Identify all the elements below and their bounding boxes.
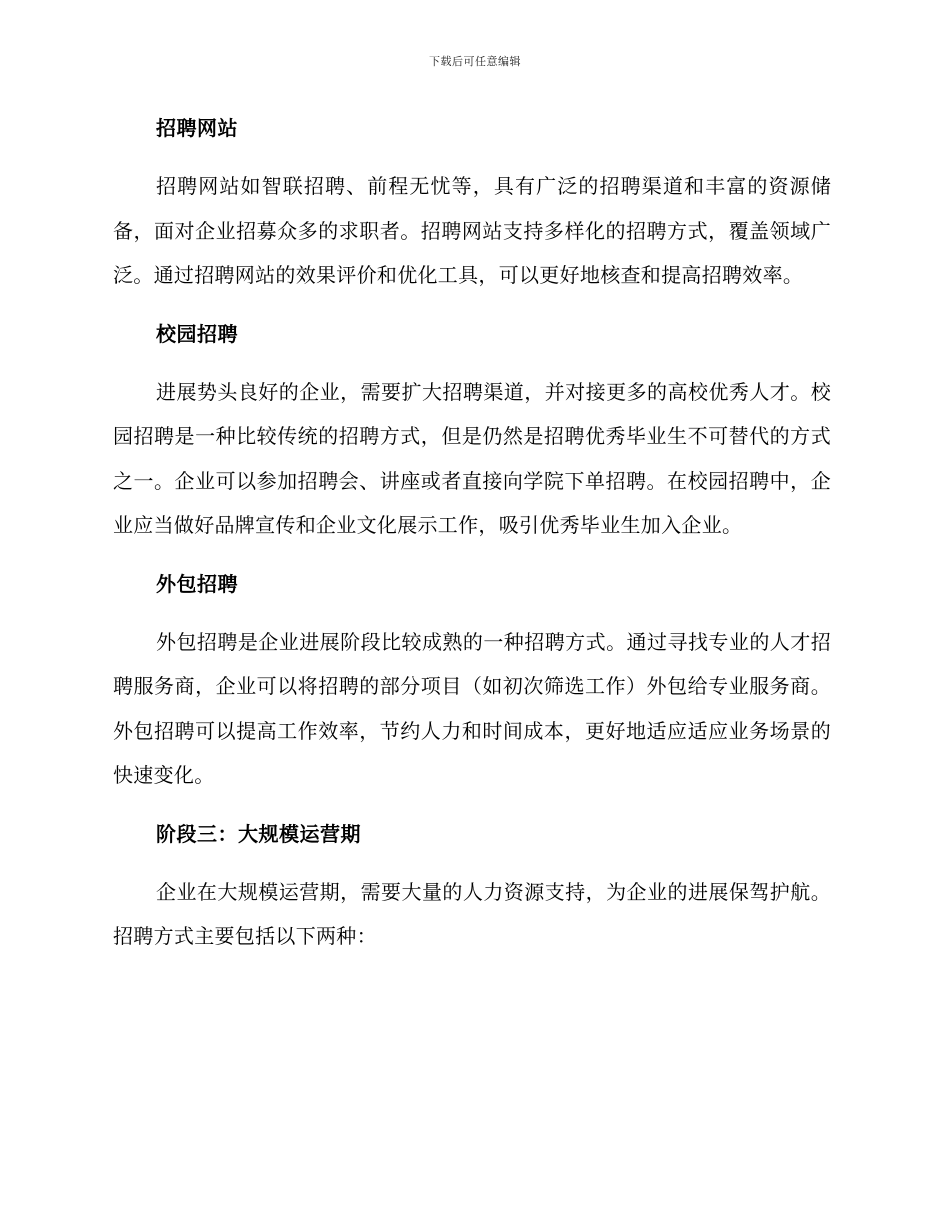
- section-heading: 招聘网站: [156, 116, 238, 140]
- section-paragraph: 进展势头良好的企业，需要扩大招聘渠道，并对接更多的高校优秀人才。校园招聘是一种比较传统的招聘方式，但是仍然是招聘优秀毕业生不可替代的方式之一。企业可以参加招聘会、讲座或者直接向学院下单招聘。在校园招聘中，企业应当做好品牌宣传和企业文化展示工作，吸引优秀毕业生加入企业。: [113, 379, 831, 537]
- section-stage-three: [113, 812, 831, 959]
- section-paragraph: 招聘网站如智联招聘、前程无忧等，具有广泛的招聘渠道和丰富的资源储备，面对企业招募众多的求职者。招聘网站支持多样化的招聘方式，覆盖领域广泛。通过招聘网站的效果评价和优化工具，可以更好地核查和提高招聘效率。: [113, 174, 831, 287]
- section-paragraph: 企业在大规模运营期，需要大量的人力资源支持，为企业的进展保驾护航。招聘方式主要包括以下两种：: [113, 879, 831, 948]
- document-body: [113, 106, 831, 973]
- page-header-note: 下载后可任意编辑: [429, 55, 521, 68]
- section-paragraph: 外包招聘是企业进展阶段比较成熟的一种招聘方式。通过寻找专业的人才招聘服务商，企业可以将招聘的部分项目（如初次筛选工作）外包给专业服务商。外包招聘可以提高工作效率，节约人力和时间成本，更好地适应适应业务场景的快速变化。: [113, 629, 831, 787]
- section-campus-recruitment: [113, 312, 831, 548]
- section-recruitment-websites: [113, 106, 831, 298]
- section-heading: 外包招聘: [156, 571, 238, 596]
- section-outsourced-recruitment: [113, 562, 831, 798]
- section-heading: 阶段三：大规模运营期: [156, 821, 361, 846]
- section-heading: 校园招聘: [156, 321, 238, 346]
